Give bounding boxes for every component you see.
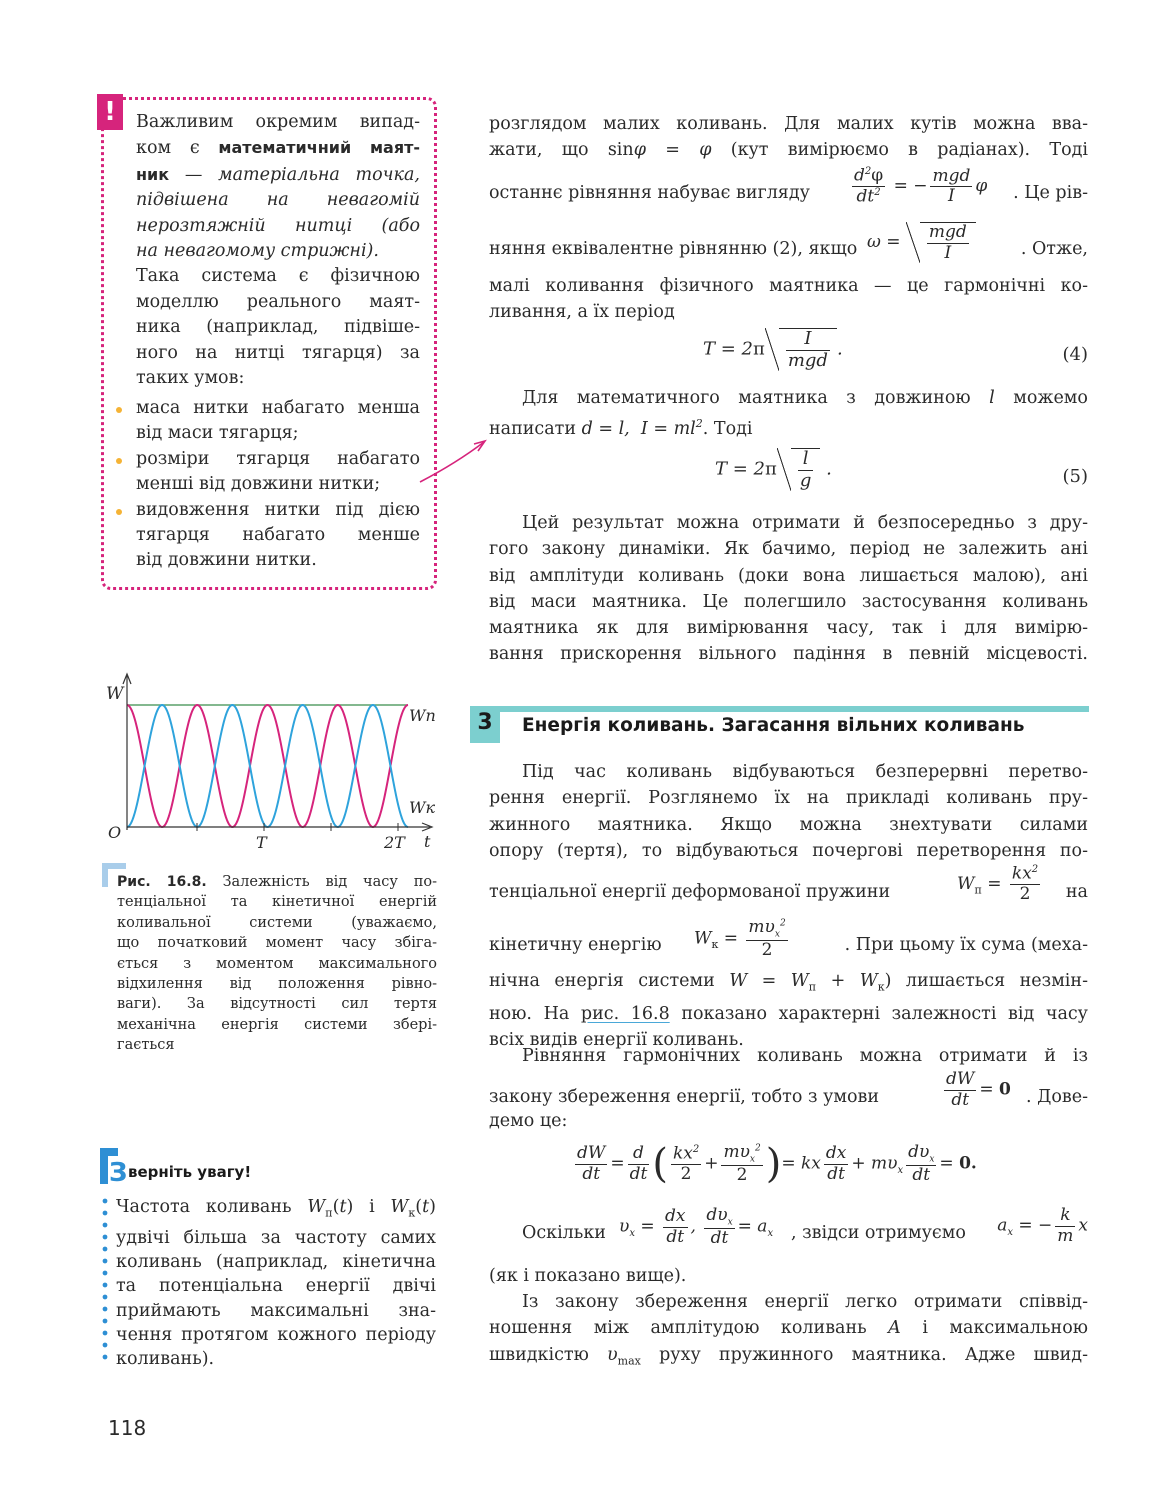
important-text: Важливим окремим випад- ком є математичний маят- ник — матеріальна точка, підвішена на невагомій нерозтяжній нитці (або на невагомому стрижні). Така система є фізичною моделлю реального маят- ника (наприклад, підвіше- ного на нитці тягарця) за таких умов: [136, 112, 420, 389]
paragraph-energy-cont: нічна енергія системи $W = W_п + W_к$) лишається незмін- ною. На рис. 16.8 показано характерні залежності від часу всіх видів енергії коливань. [489, 971, 1088, 1051]
figure-reference-link[interactable]: рис. 16.8 [580, 1003, 670, 1024]
paragraph-result: Цей результат можна отримати й безпосередньо з дру- гого закону динаміки. Як бачимо, період не залежить ані від амплітуди коливань (доки вона лишається малою), ані від маси маятника. Це полегшило застосування коливань маятника як для вимірювання часу, так і для вимірю- вання прискорення вільного падіння в певній місцевості. [489, 513, 1088, 665]
list-item: маса нитки набагато менша від маси тягарця; [114, 396, 420, 447]
paragraph-harmonic: Рівняння гармонічних коливань можна отримати й із [522, 1046, 1088, 1066]
equation-line-wk: кінетичну енергію $W_к$ = $\frac{m\upsilon_x^2}{2}$ . При цьому їх сума (меха- [489, 917, 1088, 960]
wk-label: Wк [409, 798, 435, 817]
paragraph-physical-pendulum: розглядом малих коливань. Для малих кутів можна вва- жати, що sinφ = φ (кут вимірюємо в радіанах). Тоді [489, 114, 1088, 161]
section-bar [470, 706, 1089, 712]
energy-chart [100, 670, 440, 860]
attention-icon [100, 1148, 128, 1184]
paragraph-shown-above: (як і показано вище). [489, 1266, 687, 1286]
potential-energy-curve [127, 705, 408, 827]
svg-text:З: З [109, 1158, 128, 1184]
equation-line-2: няння еквівалентне рівнянню (2), якщо ω = $\frac{\text{mgd}}{I}$ . Отже, [489, 222, 1088, 263]
section-number: 3 [477, 710, 493, 735]
equation-line-wp: тенціальної енергії деформованої пружини $W_п$ = $\frac{kx^2}{2}$ на [489, 863, 1088, 905]
tick-label-T: T [256, 833, 267, 852]
y-axis-label: W [106, 684, 124, 704]
list-item: видовження нитки під дією тягарця набагато менше від довжини нитки. [114, 498, 420, 574]
equation-5: T = 2π $\frac{l}{g}$ . [715, 448, 832, 491]
bullet-icon [116, 458, 122, 464]
paragraph-energy: Під час коливань відбуваються безперервні перетво- рення енергії. Розглянемо їх на прикладі коливань пру- жинного маятника. Якщо можна знехтувати силами опору (тертя), то відбуваються почергові перетворення по- [489, 762, 1088, 861]
origin-label: O [108, 823, 122, 842]
attention-title: верніть увагу! [128, 1163, 252, 1181]
dotted-border [102, 1198, 108, 1366]
figure-caption: Рис. 16.8. Залежність від часу по- тенціальної та кінетичної енергій коливальної системи (уважаємо, що початковий момент часу збіга- ється з моментом максимального відхилення від положення рівно- ваги). За відсутності сил тертя механічна енергія системи збері- гається [117, 874, 437, 1054]
paragraph-math-pendulum: Для математичного маятника з довжиною l можемо написати d = l, $I = ml^2$. Тоді [489, 388, 1088, 440]
equation-line-accel: Оскільки $\upsilon_x$ = $\frac{dx}{dt}$ , $\frac{d\upsilon_x}{dt}$ = $a_x$ , звідси отримуємо $a_x$ = − $\frac{k}{m}$ x [522, 1205, 1088, 1248]
x-axis-label: t [424, 832, 431, 851]
equation-energy-derivative: $\frac{dW}{dt}$ = $\frac{d}{dt}$ ( $\frac{kx^2}{2}$ + $\frac{m\upsilon_x^2}{2}$ )= kx $\frac{dx}{dt}$ + $m\upsilon_x$ $\frac{d\upsilon_x}{dt}$ = 0. [577, 1141, 977, 1187]
conditions-list [114, 396, 420, 574]
paragraph-continued: малі коливання фізичного маятника — це гармонічні ко- ливання, а їх період [489, 276, 1088, 323]
section-title: Енергія коливань. Загасання вільних коливань [522, 715, 1025, 736]
equation-line-1: останнє рівняння набуває вигляду $\frac{d^2\varphi}{dt^2}$ = − $\frac{\text{mgd}}{I}$ φ . Це рів- [489, 165, 1088, 207]
equation-number: (4) [1062, 344, 1088, 365]
bullet-icon [116, 407, 122, 413]
list-item: розміри тягарця набагато менші від довжини нитки; [114, 447, 420, 498]
bullet-icon [116, 509, 122, 515]
paragraph-amplitude: Із закону збереження енергії легко отримати співвід- ношення між амплітудою коливань A і максимальною швидкістю $\upsilon_{max}$ руху пружинного маятника. Адже швид- [489, 1292, 1088, 1368]
wp-label: Wп [409, 706, 436, 725]
tick-label-2T: 2T [384, 833, 405, 852]
pointer-arrow-icon [418, 436, 490, 486]
kinetic-energy-curve [127, 705, 408, 827]
attention-text: Частота коливань $W_п(t)$ і $W_к(t)$ удвічі більша за частоту самих коливань (наприклад, кінетична та потенціальна енергії двічі приймають максимальні зна- чення протягом кожного періоду коливань). [116, 1197, 436, 1370]
equation-line-dw: закону збереження енергії, тобто з умови $\frac{dW}{dt}$ = 0 . Дове- [489, 1069, 1088, 1110]
page-number: 118 [108, 1416, 147, 1440]
exclamation-icon: ! [97, 94, 123, 130]
equation-4: T = 2π $\frac{I}{\text{mgd}}$ . [703, 328, 843, 371]
equation-number: (5) [1062, 466, 1088, 487]
paragraph-harmonic-cont: демо це: [489, 1111, 568, 1131]
